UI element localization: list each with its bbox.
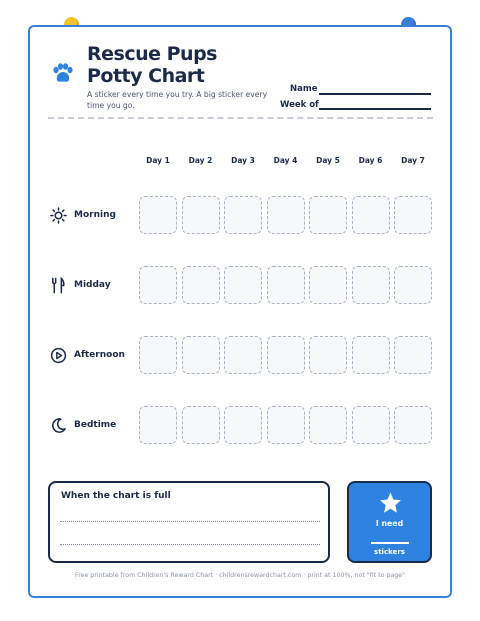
reward-box [48,481,330,563]
sticker-cell[interactable] [394,336,432,374]
row-label-afternoon: Afternoon [74,350,125,360]
star-icon [378,491,403,515]
week-label: Week of [280,100,319,110]
sticker-cell[interactable] [394,266,432,304]
title-line-1: Rescue Pups [87,43,217,65]
sticker-cell[interactable] [309,266,347,304]
sticker-cell[interactable] [309,406,347,444]
sticker-count-field[interactable] [371,542,409,544]
reward-line-2[interactable] [60,544,320,545]
day-header-6: Day 6 [358,156,383,165]
sticker-cell[interactable] [309,336,347,374]
sticker-cell[interactable] [182,406,220,444]
sticker-cell[interactable] [352,196,390,234]
day-header-4: Day 4 [273,156,298,165]
need-label: I need [375,519,404,528]
fork-knife-icon [50,277,67,294]
sticker-cell[interactable] [267,406,305,444]
sticker-cell[interactable] [139,196,177,234]
sticker-cell[interactable] [224,406,262,444]
day-header-3: Day 3 [231,156,255,165]
reward-title: When the chart is full [61,491,171,501]
page-title [87,43,287,87]
reward-line-1[interactable] [60,521,320,522]
subtitle: A sticker every time you try. A big sticker every time you go. [87,90,268,110]
row-label-morning: Morning [74,210,116,220]
row-label-bedtime: Bedtime [74,420,117,430]
day-header-7: Day 7 [401,156,425,165]
sticker-cell[interactable] [224,266,262,304]
sticker-cell[interactable] [394,196,432,234]
sticker-cell[interactable] [394,406,432,444]
sticker-cell[interactable] [309,196,347,234]
sticker-cell[interactable] [182,196,220,234]
sticker-cell[interactable] [352,336,390,374]
sun-icon [50,207,67,224]
stickers-label: stickers [374,548,405,556]
sticker-cell[interactable] [267,196,305,234]
sticker-cell[interactable] [267,266,305,304]
paw-icon [52,63,74,83]
footer-credit: Free printable from Children's Reward Chart · childrensrewardchart.com · print at 100%, not "fit to page" [74,572,406,579]
week-field[interactable] [319,108,431,110]
moon-icon [50,417,67,434]
sticker-cell[interactable] [224,336,262,374]
sticker-cell[interactable] [139,336,177,374]
sticker-goal-box [347,481,432,563]
sticker-cell[interactable] [224,196,262,234]
play-icon [50,347,67,364]
row-label-midday: Midday [74,280,111,290]
day-header-1: Day 1 [146,156,170,165]
sticker-cell[interactable] [139,266,177,304]
day-header-5: Day 5 [316,156,340,165]
day-header-2: Day 2 [188,156,213,165]
title-line-2: Potty Chart [87,65,205,87]
sticker-cell[interactable] [182,336,220,374]
name-field[interactable] [319,93,431,95]
sticker-cell[interactable] [352,406,390,444]
sticker-cell[interactable] [352,266,390,304]
sticker-cell[interactable] [182,266,220,304]
name-label: Name [290,84,318,94]
header-divider [48,117,433,119]
sticker-cell[interactable] [139,406,177,444]
sticker-cell[interactable] [267,336,305,374]
